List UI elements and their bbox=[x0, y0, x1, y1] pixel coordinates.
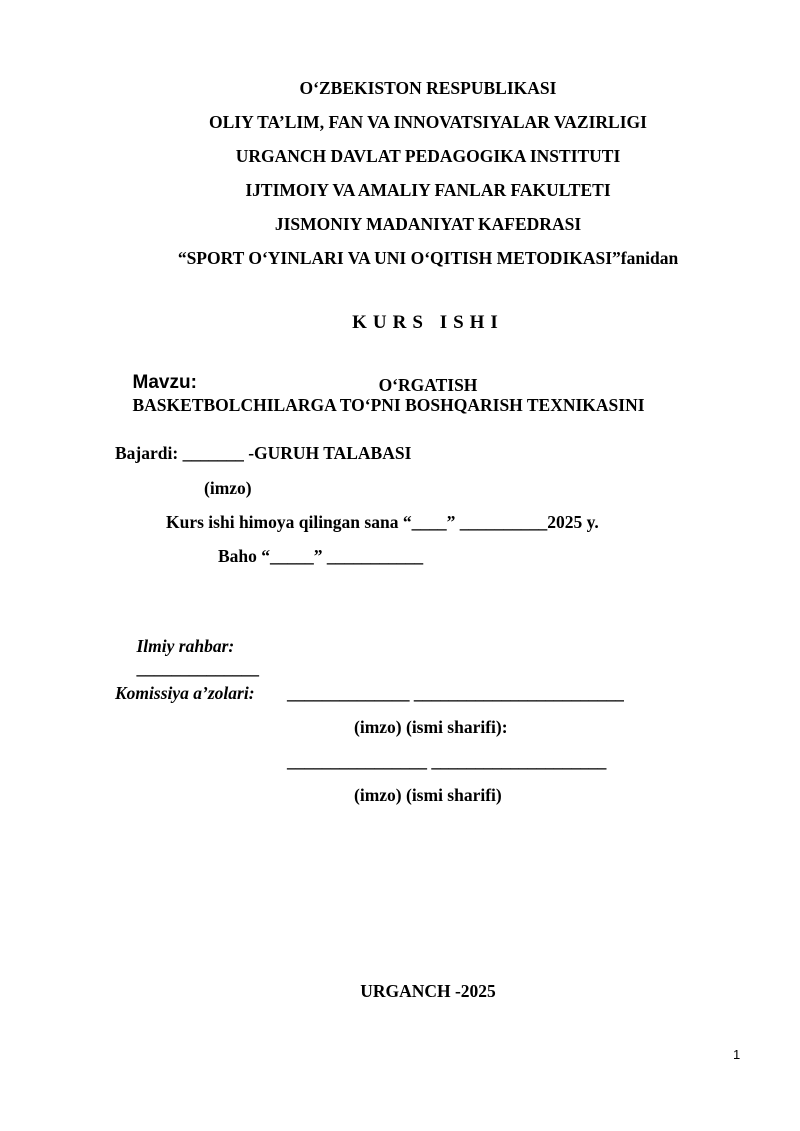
bajardi-field: Bajardi: _______ -GURUH TALABASI bbox=[115, 443, 412, 463]
commission-caption-1: (imzo) (ismi sharifi): bbox=[354, 717, 508, 737]
imzo-caption: (imzo) bbox=[204, 478, 252, 498]
supervisor-label: Ilmiy rahbar: bbox=[136, 636, 235, 656]
page-number: 1 bbox=[733, 1047, 741, 1062]
topic-text-line1: BASKETBOLCHILARGA TO‘PNI BOSHQARISH TEXNIKASINI bbox=[132, 395, 645, 415]
work-type-title: KURS ISHI bbox=[352, 312, 504, 333]
header-institute: URGANCH DAVLAT PEDAGOGIKA INSTITUTI bbox=[235, 146, 621, 166]
topic-text-line2: O‘RGATISH bbox=[378, 375, 478, 395]
header-faculty: IJTIMOIY VA AMALIY FANLAR FAKULTETI bbox=[245, 180, 611, 200]
commission-label: Komissiya a’zolari: bbox=[115, 683, 255, 703]
commission-signature-line-1: ______________ ________________________ bbox=[287, 683, 624, 703]
commission-signature-line-2: ________________ ____________________ bbox=[287, 751, 607, 771]
supervisor-line: ______________ bbox=[136, 658, 259, 678]
grade-field: Baho “_____” ___________ bbox=[218, 546, 424, 566]
commission-caption-2: (imzo) (ismi sharifi) bbox=[354, 785, 502, 805]
header-department: JISMONIY MADANIYAT KAFEDRASI bbox=[274, 214, 582, 234]
defense-date-field: Kurs ishi himoya qilingan sana “____” __________2025 y. bbox=[166, 512, 599, 532]
header-ministry: OLIY TA’LIM, FAN VA INNOVATSIYALAR VAZIRLIGI bbox=[209, 112, 647, 132]
city-year: URGANCH -2025 bbox=[360, 981, 496, 1001]
header-subject: “SPORT O‘YINLARI VA UNI O‘QITISH METODIKASI”fanidan bbox=[177, 248, 679, 268]
header-republic: O‘ZBEKISTON RESPUBLIKASI bbox=[299, 78, 557, 98]
topic-label: Mavzu: bbox=[132, 372, 197, 393]
